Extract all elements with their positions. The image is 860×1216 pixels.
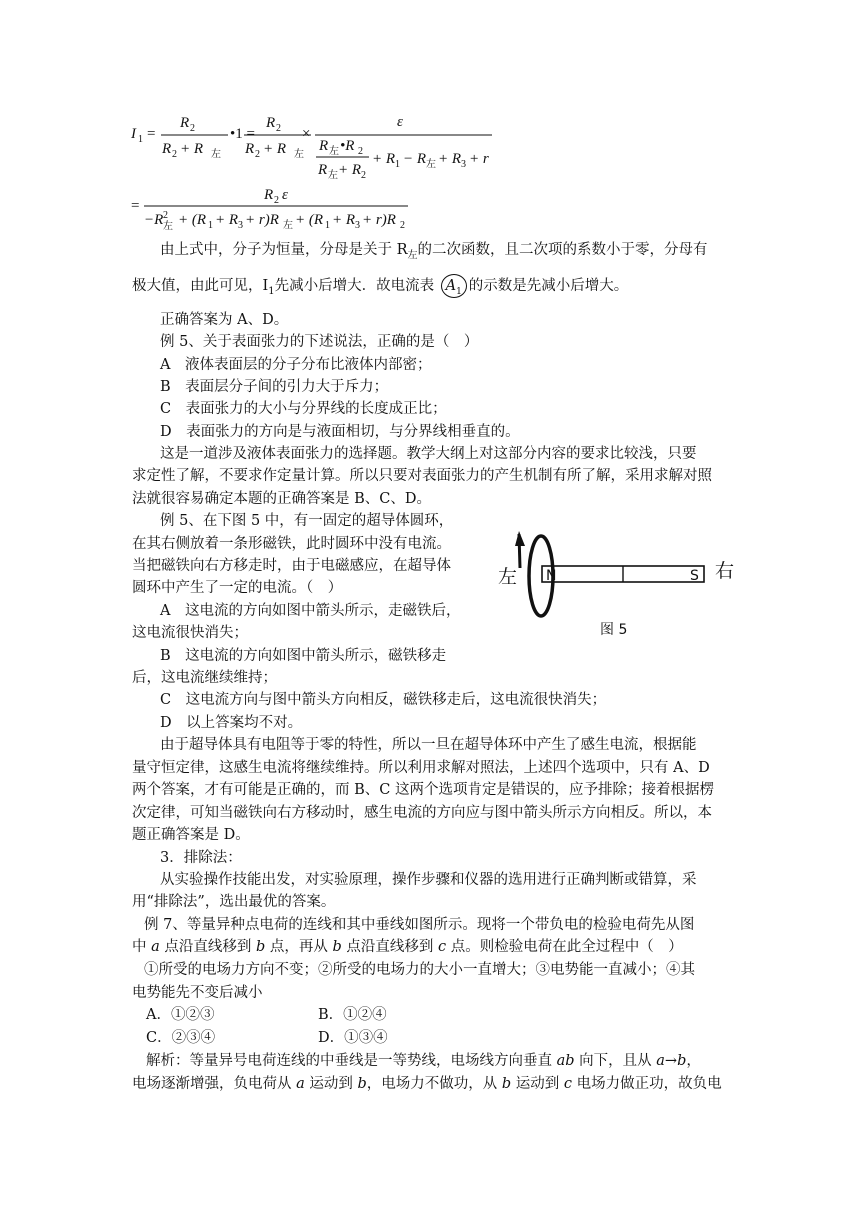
- example5a-question: 例 5、关于表面张力的下述说法，正确的是（ ）: [160, 334, 479, 350]
- svg-text:− R: − R: [403, 151, 427, 167]
- svg-text:=: =: [147, 126, 156, 142]
- section-3-line-1: 从实验操作技能出发，对实验原理，操作步骤和仪器的选用进行正确判断或错算，采: [160, 872, 697, 888]
- svg-text:左: 左: [426, 159, 436, 170]
- section-3-title: 3．排除法：: [160, 850, 242, 866]
- example5a-explanation-2: 求定性了解，不要求作定量计算。所以只要对表面张力的产生机制有所了解，采用求解对照: [132, 468, 712, 484]
- svg-text:−R: −R: [144, 212, 164, 228]
- example5a-option-c: C 表面张力的大小与分界线的长度成正比；: [160, 401, 447, 417]
- example5a-option-b: B 表面层分子间的引力大于斥力；: [160, 379, 389, 395]
- svg-text:R: R: [264, 187, 274, 203]
- svg-text:+ R: + R: [438, 151, 462, 167]
- example7-option-b: B．①②④: [318, 1007, 387, 1023]
- example5b-option-a-1: A 这电流的方向如图中箭头所示，走磁铁后，: [160, 603, 461, 619]
- svg-text:×: ×: [302, 126, 311, 142]
- example5b-explanation-2: 量守恒定律，这感生电流将继续维持。所以利用求解对照法，上述四个选项中，只有 A、D: [132, 760, 710, 776]
- figure-right-label: 右: [715, 560, 735, 582]
- svg-text:R: R: [266, 115, 276, 131]
- magnet-n-pole: N: [546, 568, 557, 584]
- ammeter-symbol: $A_1$: [441, 274, 467, 298]
- example5b-line-4: 圆环中产生了一定的电流。（ ）: [132, 580, 343, 596]
- svg-text:2: 2: [190, 123, 195, 134]
- svg-text:2: 2: [276, 123, 281, 134]
- svg-text:2: 2: [274, 195, 279, 206]
- example5a-explanation-1: 这是一道涉及液体表面张力的选择题。教学大纲上对这部分内容的要求比较浅，只要: [160, 446, 697, 462]
- formula-line-2: [125, 182, 425, 232]
- svg-text:左: 左: [283, 220, 293, 231]
- svg-text:+ r: + r: [469, 151, 489, 167]
- svg-text:ε: ε: [282, 187, 288, 203]
- svg-text:3: 3: [355, 220, 360, 231]
- svg-text:R: R: [162, 141, 172, 157]
- example5b-option-d: D 以上答案均不对。: [160, 715, 303, 731]
- svg-text:R: R: [318, 162, 328, 178]
- example5b-option-c: C 这电流方向与图中箭头方向相反，磁铁移走后，这电流很快消失；: [160, 692, 607, 708]
- svg-text:3: 3: [461, 159, 466, 170]
- svg-text:+ R: + R: [332, 212, 356, 228]
- example5b-line-3: 当把磁铁向右方移走时，由于电磁感应，在超导体: [132, 558, 451, 574]
- answer-ad: 正确答案为 A、D。: [160, 312, 289, 328]
- svg-text:R: R: [319, 138, 329, 154]
- example7-line-1: 例 7、等量异种点电荷的连线和其中垂线如图所示。现将一个带负电的检验电荷先从图: [144, 917, 695, 933]
- example5a-option-a: A 液体表面层的分子分布比液体内部密；: [160, 357, 432, 373]
- magnet-s-pole: S: [690, 568, 699, 584]
- solution-line-2: 电场逐渐增强，负电荷从 a 运动到 b，电场力不做功，从 b 运动到 c 电场力做正功，故负电: [132, 1076, 722, 1092]
- svg-text:•1 =: •1 =: [230, 126, 255, 142]
- svg-text:+ R: + R: [263, 141, 287, 157]
- example7-line-2: 中 a 点沿直线移到 b 点，再从 b 点沿直线移到 c 点。则检验电荷在此全过程中（ ）: [132, 939, 683, 955]
- para-analysis-line-2: 极大值，由此可见，$I_1$先减小后增大．故电流表 $A_1$ 的示数是先减小后增大。: [132, 274, 628, 302]
- example5b-explanation-1: 由于超导体具有电阻等于零的特性，所以一旦在超导体环中产生了感生电流，根据能: [160, 737, 697, 753]
- example5b-explanation-3: 两个答案，才有可能是正确的，而 B、C 这两个选项肯定是错误的，应予排除；接着根据楞: [132, 782, 714, 798]
- figure-left-label: 左: [498, 566, 518, 588]
- svg-text:2: 2: [163, 210, 168, 221]
- svg-text:•R: •R: [340, 138, 355, 154]
- example7-option-d: D．①③④: [318, 1030, 388, 1046]
- formula-lhs: I: [131, 126, 136, 142]
- svg-text:左: 左: [328, 170, 338, 181]
- svg-text:2: 2: [361, 170, 366, 181]
- example7-line-3: ①所受的电场力方向不变；②所受的电场力的大小一直增大；③电势能一直减小；④其: [144, 962, 695, 978]
- example7-line-4: 电势能先不变后减小: [132, 985, 263, 1001]
- svg-text:1: 1: [395, 159, 400, 170]
- para-analysis-line-1: 由上式中，分子为恒量，分母是关于 $R_左$的二次函数，且二次项的系数小于零，分母有: [160, 242, 708, 261]
- svg-text:R: R: [245, 141, 255, 157]
- svg-text:+ r)R: + r)R: [245, 212, 279, 228]
- svg-text:=: =: [131, 198, 140, 214]
- example5b-explanation-5: 题正确答案是 D。: [132, 827, 250, 843]
- svg-text:2: 2: [255, 149, 260, 160]
- example5b-line-1: 例 5、在下图 5 中，有一固定的超导体圆环，: [160, 513, 454, 529]
- svg-text:+ R: + R: [338, 162, 362, 178]
- svg-text:R: R: [180, 115, 190, 131]
- section-3-line-2: 用“排除法”，选出最优的答案。: [132, 894, 336, 910]
- example5b-option-a-2: 这电流很快消失；: [132, 625, 248, 641]
- example5b-option-b-1: B 这电流的方向如图中箭头所示，磁铁移走: [160, 648, 447, 664]
- svg-text:2: 2: [400, 220, 405, 231]
- svg-text:+ R: + R: [180, 141, 204, 157]
- svg-text:3: 3: [238, 220, 243, 231]
- formula-line-1: [125, 108, 505, 190]
- svg-text:1: 1: [138, 134, 143, 145]
- svg-text:ε: ε: [397, 114, 403, 130]
- svg-text:2: 2: [172, 149, 177, 160]
- svg-text:左: 左: [163, 221, 173, 232]
- svg-text:左: 左: [294, 149, 304, 160]
- svg-text:+ R: + R: [372, 151, 396, 167]
- svg-text:+ r)R: + r)R: [362, 212, 396, 228]
- svg-text:+ (R: + (R: [178, 212, 207, 228]
- example5a-explanation-3: 法就很容易确定本题的正确答案是 B、C、D。: [132, 491, 431, 507]
- svg-text:1: 1: [208, 220, 213, 231]
- figure-caption: 图 5: [600, 622, 628, 638]
- svg-text:+ (R: + (R: [295, 212, 324, 228]
- example5b-line-2: 在其右侧放着一条形磁铁，此时圆环中没有电流。: [132, 536, 451, 552]
- svg-text:左: 左: [211, 149, 221, 160]
- solution-line-1: 解析：等量异号电荷连线的中垂线是一等势线，电场线方向垂直 ab 向下，且从 a→b，: [146, 1053, 701, 1069]
- example5b-option-b-2: 后，这电流继续维持；: [132, 670, 277, 686]
- svg-text:1: 1: [325, 220, 330, 231]
- svg-text:+ R: + R: [215, 212, 239, 228]
- svg-text:左: 左: [329, 146, 339, 157]
- example5b-explanation-4: 次定律，可知当磁铁向右方移动时，感生电流的方向应与图中箭头所示方向相反。所以，本: [132, 805, 712, 821]
- example5a-option-d: D 表面张力的方向是与液面相切，与分界线相垂直的。: [160, 424, 520, 440]
- example7-option-c: C．②③④: [146, 1030, 216, 1046]
- example7-option-a: A．①②③: [146, 1007, 215, 1023]
- svg-text:2: 2: [358, 146, 363, 157]
- figure-5: [490, 522, 750, 642]
